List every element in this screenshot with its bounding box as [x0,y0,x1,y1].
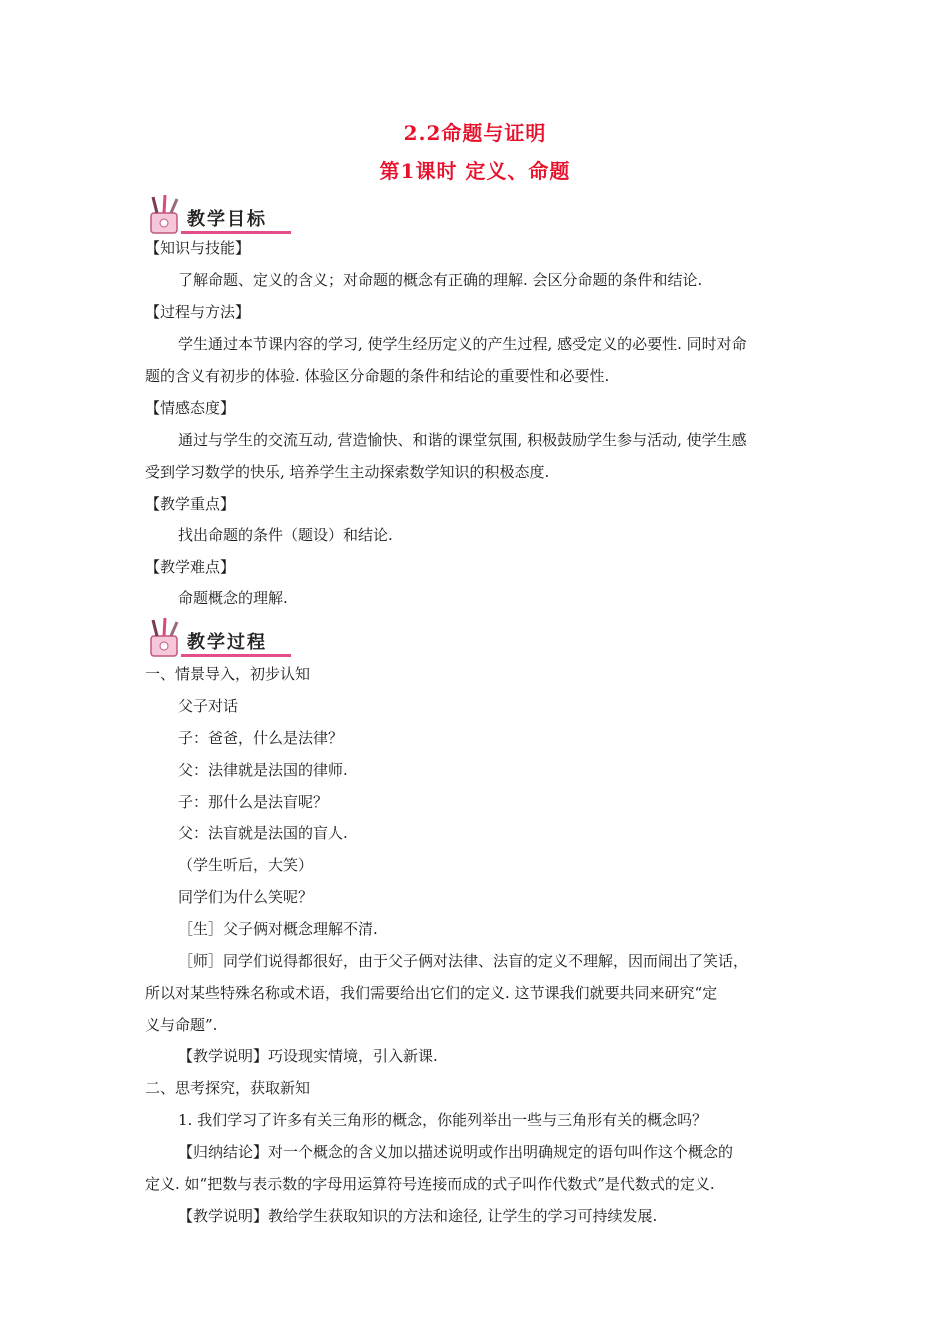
lesson-subtitle: 第1课时 定义、命题 [379,159,571,183]
section-banner-goals [143,195,293,237]
text-line: 所以对某些特殊名称或术语，我们需要给出它们的定义. 这节课我们就要共同来研究“定 [145,984,718,1002]
text-line: 父：法律就是法国的律师. [178,761,348,779]
text-line: 同学们为什么笑呢？ [178,888,314,906]
text-line: 【教学重点】 [145,495,236,513]
text-line: 通过与学生的交流互动, 营造愉快、和谐的课堂氛围, 积极鼓励学生参与活动, 使学生感 [178,431,747,449]
text-line: 二、思考探究，获取新知 [145,1079,311,1097]
text-line: 子：那什么是法盲呢？ [178,793,329,811]
banner-label: 教学目标 [187,209,267,230]
text-line: 父子对话 [178,697,239,715]
text-line: 命题概念的理解. [178,589,288,607]
text-line: 【教学说明】教给学生获取知识的方法和途径, 让学生的学习可持续发展. [178,1207,658,1225]
document-title: 2.2命题与证明 [403,121,547,145]
text-line: ［师］同学们说得都很好，由于父子俩对法律、法盲的定义不理解，因而闹出了笑话， [178,952,749,970]
text-line: 学生通过本节课内容的学习, 使学生经历定义的产生过程, 感受定义的必要性. 同时对命 [178,335,747,353]
text-line: ［生］父子俩对概念理解不清. [178,920,378,938]
text-line: 【知识与技能】 [145,239,251,257]
text-line: 题的含义有初步的体验. 体验区分命题的条件和结论的重要性和必要性. [145,367,610,385]
text-line: 子：爸爸，什么是法律？ [178,729,344,747]
text-line: 一、情景导入，初步认知 [145,665,311,683]
text-line: 【情感态度】 [145,399,236,417]
text-line: 1. 我们学习了许多有关三角形的概念，你能列举出一些与三角形有关的概念吗？ [178,1111,708,1129]
banner-label: 教学过程 [187,632,267,653]
text-line: 父：法盲就是法国的盲人. [178,824,348,842]
text-line: 找出命题的条件（题设）和结论. [178,526,393,544]
text-line: 【教学难点】 [145,558,236,576]
section-banner-process [143,618,293,660]
text-line: 义与命题”. [145,1016,218,1034]
text-line: 定义. 如“把数与表示数的字母用运算符号连接而成的式子叫作代数式”是代数式的定义. [145,1175,715,1193]
text-line: 【过程与方法】 [145,303,251,321]
text-line: 了解命题、定义的含义；对命题的概念有正确的理解. 会区分命题的条件和结论. [178,271,703,289]
text-line: 【教学说明】巧设现实情境，引入新课. [178,1047,438,1065]
text-line: （学生听后，大笑） [178,856,314,874]
text-line: 受到学习数学的快乐, 培养学生主动探索数学知识的积极态度. [145,463,550,481]
text-line: 【归纳结论】对一个概念的含义加以描述说明或作出明确规定的语句叫作这个概念的 [178,1143,734,1161]
